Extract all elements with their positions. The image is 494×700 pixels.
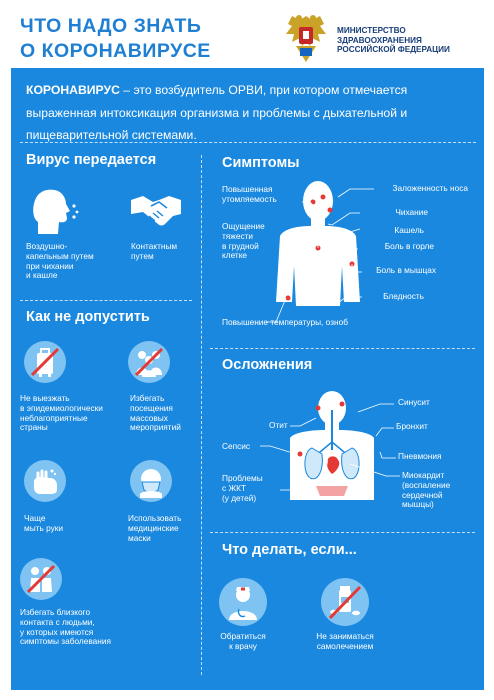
ministry-logo [282,12,487,64]
doctor-icon [219,578,267,626]
label-line: страны [20,422,48,433]
label-line: Использовать [128,513,182,523]
label-line: контакта с людьми, [20,616,95,627]
complication-sinusitis: Синусит [398,397,430,407]
symptom-cough: Кашель [394,225,424,235]
action-doctor-label [206,632,280,652]
label-line: сердечной [402,489,443,500]
hand-wash-icon [24,460,66,502]
label-line: мышцы) [402,499,434,510]
symptom-connectors [210,176,480,336]
prevention-mask-label [128,514,181,543]
divider [210,348,475,349]
prevention-travel-label [20,394,103,433]
transmission-title: Вирус передается [26,152,157,168]
label-line: (воспаление [402,479,451,490]
label-line: медицинские [128,522,179,533]
label-line: массовых [130,412,168,423]
suitcase-icon [24,341,66,383]
label-line: самолечением [316,640,374,651]
label-line: клетке [222,250,248,261]
label-line: в грудной [222,240,259,251]
intro-term: КОРОНАВИРУС [26,83,120,97]
label-line: Проблемы [222,473,263,483]
face-mask-icon [130,460,172,502]
transmission-airborne-label [26,242,94,281]
divider [201,155,202,675]
title-line-1: ЧТО НАДО ЗНАТЬ [20,15,202,37]
label-line: маски [128,532,151,543]
prevention-handwash-label [24,514,63,534]
coat-of-arms-icon [282,12,330,64]
label-line: Избегать близкого [20,607,91,617]
ministry-name [337,26,450,55]
label-line: утомляемость [222,193,277,204]
complication-sepsis: Сепсис [222,441,251,451]
label-line: мыть руки [24,522,64,533]
label-line: (у детей) [222,492,257,503]
label-line: Ощущение [222,221,265,231]
prevention-contact-label [20,608,111,647]
title-line-2: О КОРОНАВИРУСЕ [20,40,211,62]
prevention-icon-handwash [24,460,66,502]
label-line: в эпидемиологически [20,402,103,413]
label-line: неблагоприятные [20,412,88,423]
action-icon-doctor [219,578,267,626]
prevention-icon-crowds [128,341,170,383]
label-line: Не выезжать [20,393,70,403]
prevention-icon-contact [20,558,62,600]
actions-title: Что делать, если... [222,542,357,558]
label-line: посещения [130,402,173,413]
prevention-icon-travel [24,341,66,383]
ministry-line-3: РОССИЙСКОЙ ФЕДЕРАЦИИ [337,45,450,54]
label-line: Избегать [130,393,165,403]
close-contact-icon [20,558,62,600]
label-line: мероприятий [130,422,181,433]
label-line: при чихании [26,260,74,271]
label-line: Повышенная [222,184,273,194]
symptom-pallor: Бледность [383,291,424,301]
label-line: к врачу [229,640,257,651]
complication-bronchitis: Бронхит [396,421,428,431]
divider [20,142,476,143]
ministry-line-2: ЗДРАВООХРАНЕНИЯ [337,35,422,45]
prevention-icon-mask [130,460,172,502]
complication-connectors [210,390,480,510]
action-self-medication-label [300,632,390,652]
divider [20,300,192,301]
complication-otitis: Отит [269,420,288,430]
divider [210,532,475,533]
label-line: Миокардит [402,470,445,480]
label-line: Обратиться [220,631,266,641]
label-line: Воздушно- [26,241,68,251]
symptom-sore-throat: Боль в горле [384,241,434,251]
label-line: у которых имеются [20,626,94,637]
label-line: симптомы заболевания [20,636,111,647]
prevention-crowds-label [130,394,181,433]
intro-text [26,79,466,147]
symptom-nasal-congestion: Заложенность носа [392,183,468,193]
pills-icon [321,578,369,626]
label-line: с ЖКТ [222,482,247,493]
complication-pneumonia: Пневмония [398,451,442,461]
intro-body: – это возбудитель ОРВИ, при котором отмечается выраженная интоксикация организма и проблемы с дыхательной и пищеварительной системами. [26,83,408,142]
symptoms-title: Симптомы [222,155,300,171]
symptom-sneezing: Чихание [395,207,428,217]
page-title [20,14,211,64]
action-icon-no-self-medication [321,578,369,626]
label-line: капельным путем [26,250,94,261]
label-line: Чаще [24,513,46,523]
label-line: тяжести [222,230,254,241]
ministry-line-1: МИНИСТЕРСТВО [337,26,406,35]
label-line: Не заниматься [316,631,374,641]
handshake-icon [129,190,183,230]
transmission-contact-label [131,242,177,262]
complications-title: Осложнения [222,357,313,373]
sneezing-head-icon [30,186,80,236]
crowd-icon [128,341,170,383]
symptom-muscle-pain: Боль в мышцах [376,265,436,275]
prevention-title: Как не допустить [26,309,150,325]
label-line: Контактным [131,241,178,251]
label-line: и кашле [26,270,58,281]
label-line: Повышение температуры, озноб [222,317,348,327]
label-line: путем [131,250,154,261]
